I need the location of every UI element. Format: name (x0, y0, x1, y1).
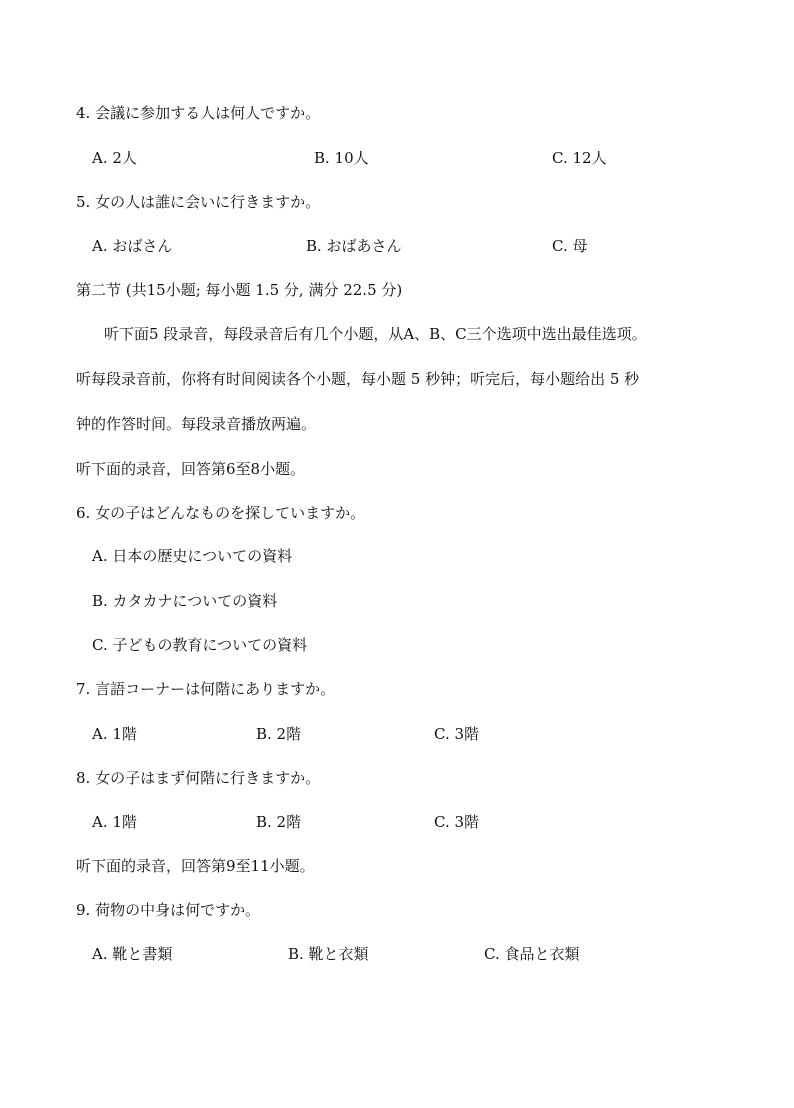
question-5-option-c: C. 母 (552, 237, 588, 255)
question-6-option-a: A. 日本の歴史についての資料 (92, 547, 293, 565)
question-6-stem: 6. 女の子はどんなものを探していますか。 (76, 504, 366, 522)
question-9-option-c: C. 食品と衣類 (484, 945, 580, 963)
group-2-intro: 听下面的录音，回答第9至11小题。 (76, 857, 315, 875)
question-4-option-b: B. 10人 (314, 149, 369, 167)
question-7-option-b: B. 2階 (256, 725, 302, 743)
question-4-option-c: C. 12人 (552, 149, 607, 167)
question-5-stem: 5. 女の人は誰に会いに行きますか。 (76, 193, 321, 211)
question-7-stem: 7. 言語コーナーは何階にありますか。 (76, 680, 336, 698)
section-title: 第二节 (共15小题; 每小题 1.5 分, 满分 22.5 分) (76, 281, 403, 299)
question-6-option-b: B. カタカナについての資料 (92, 592, 278, 610)
instructions-line-1: 听下面5 段录音，每段录音后有几个小题，从A、B、C三个选项中选出最佳选项。 (104, 325, 647, 343)
question-9-option-a: A. 靴と書類 (92, 945, 173, 963)
instructions-line-3: 钟的作答时间。每段录音播放两遍。 (76, 415, 317, 433)
question-8-option-a: A. 1階 (92, 813, 137, 831)
question-9-stem: 9. 荷物の中身は何ですか。 (76, 901, 261, 919)
question-7-option-c: C. 3階 (434, 725, 480, 743)
question-4-stem: 4. 会議に参加する人は何人ですか。 (76, 104, 321, 122)
question-8-option-c: C. 3階 (434, 813, 480, 831)
question-4-option-a: A. 2人 (92, 149, 137, 167)
group-1-intro: 听下面的录音，回答第6至8小题。 (76, 460, 306, 478)
question-6-option-c: C. 子どもの教育についての資料 (92, 636, 308, 654)
question-8-stem: 8. 女の子はまず何階に行きますか。 (76, 769, 321, 787)
question-9-option-b: B. 靴と衣類 (288, 945, 369, 963)
question-8-option-b: B. 2階 (256, 813, 302, 831)
question-5-option-b: B. おばあさん (306, 237, 402, 255)
question-5-option-a: A. おばさん (92, 237, 173, 255)
instructions-line-2: 听每段录音前，你将有时间阅读各个小题，每小题 5 秒钟；听完后，每小题给出 5 秒 (76, 370, 640, 388)
question-7-option-a: A. 1階 (92, 725, 137, 743)
